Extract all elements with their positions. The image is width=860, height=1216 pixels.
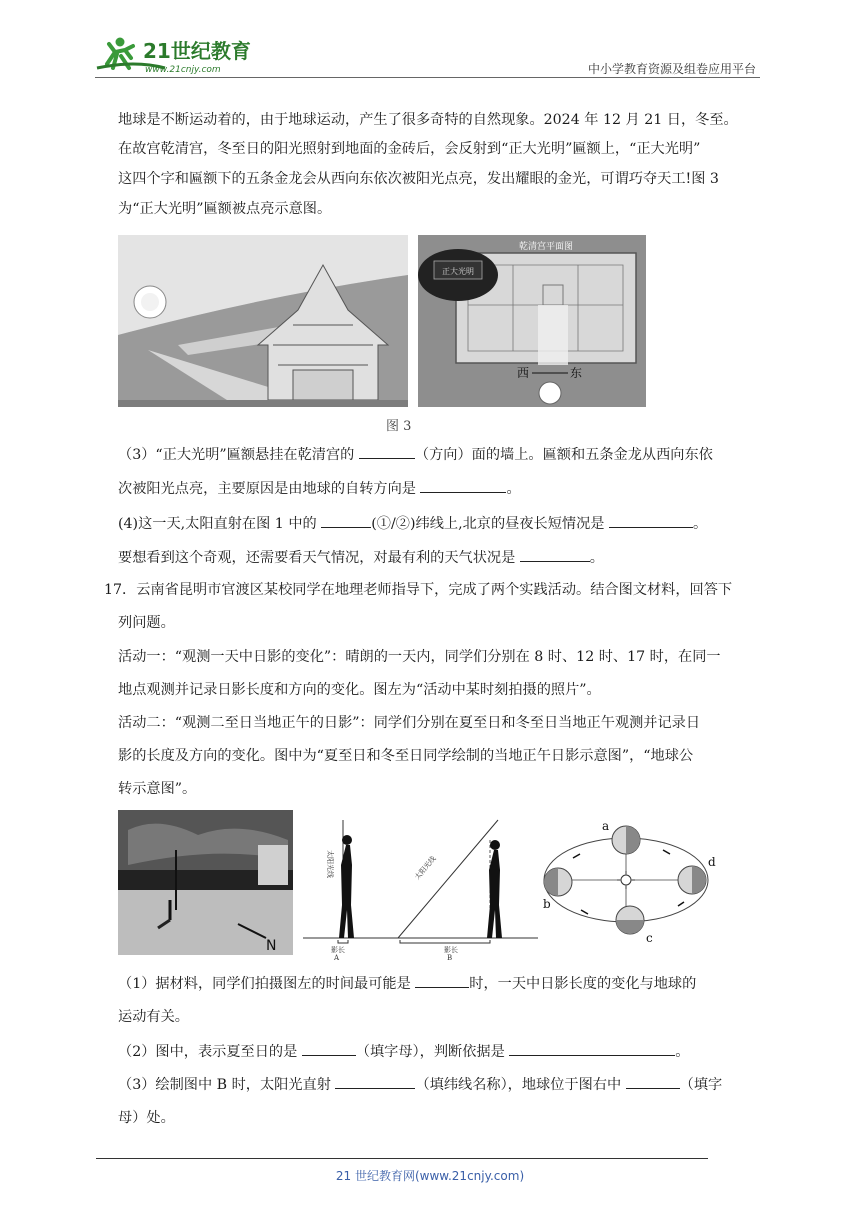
q17-1-text-a: （1）据材料，同学们拍摄图左的时间最可能是 bbox=[118, 976, 411, 992]
activity-2-line-1: 活动二：“观测二至日当地正午的日影”：同学们分别在夏至日和冬至日当地正午观测并记录日 bbox=[118, 715, 701, 731]
plaque-text: 正大光明 bbox=[442, 267, 474, 276]
west-label: 西 bbox=[517, 366, 530, 380]
orbit-label-a: a bbox=[602, 819, 610, 833]
q17-2-blank-letter[interactable] bbox=[302, 1041, 356, 1056]
q4-slash: / bbox=[390, 516, 396, 532]
q4-blank-daylength[interactable] bbox=[609, 513, 693, 528]
sun-icon bbox=[617, 871, 635, 889]
orbit-label-c: c bbox=[646, 931, 653, 945]
person-a bbox=[339, 845, 354, 938]
figure-17 bbox=[118, 810, 718, 960]
plaque-image bbox=[418, 249, 498, 301]
header-divider bbox=[95, 77, 760, 78]
q17-1-text-b: 时，一天中日影长度的变化与地球的 bbox=[469, 976, 697, 992]
page-header bbox=[95, 28, 760, 80]
sun-icon bbox=[134, 286, 166, 318]
east-label: 东 bbox=[570, 366, 583, 380]
label-a: A bbox=[334, 954, 340, 960]
activity-1-line-1: 活动一：“观测一天中日影的变化”：晴朗的一天内，同学们分别在 8 时、12 时、17 时，在同一 bbox=[118, 649, 721, 665]
q17-3-line-1 bbox=[118, 1074, 763, 1095]
q17-3-text-b: （填纬线名称），地球位于图右中 bbox=[415, 1077, 622, 1093]
q17-1-blank-time[interactable] bbox=[415, 973, 469, 988]
q3-blank-direction[interactable] bbox=[359, 444, 415, 459]
q3-line-1 bbox=[118, 444, 763, 465]
q4-text-e: 要想看到这个奇观，还需要看天气情况，对最有利的天气状况是 bbox=[118, 550, 516, 566]
q4-text-f: 。 bbox=[589, 550, 604, 566]
earth-a bbox=[612, 826, 640, 854]
q17-1-line-1 bbox=[118, 973, 763, 994]
activity-2-line-2: 影的长度及方向的变化。图中为“夏至日和冬至日同学绘制的当地正午日影示意图”，“地球公 bbox=[118, 748, 694, 764]
q17-stem-line-1: 17．云南省昆明市官渡区某校同学在地理老师指导下，完成了两个实践活动。结合图文材料，回答下 bbox=[104, 582, 733, 598]
q17-3-text-a: （3）绘制图中 B 时，太阳光直射 bbox=[118, 1077, 331, 1093]
q4-option-2: ② bbox=[395, 516, 410, 532]
figure-3-caption: 图 3 bbox=[386, 419, 412, 434]
q4-text-d: 。 bbox=[692, 516, 708, 532]
plan-title: 乾清宫平面图 bbox=[518, 242, 574, 252]
passage-line-2: 在故宫乾清宫，冬至日的阳光照射到地面的金砖后，会反射到“正大光明”匾额上，“正大光明” bbox=[118, 141, 701, 157]
q17-stem-line-2: 列问题。 bbox=[118, 615, 175, 631]
north-label: N bbox=[266, 938, 277, 954]
activity-2-line-3: 转示意图”。 bbox=[118, 781, 197, 797]
q4-text-a: (4)这一天,太阳直射在图 1 中的 bbox=[118, 516, 317, 532]
q17-2-blank-reason[interactable] bbox=[509, 1041, 675, 1056]
q3-line-2 bbox=[118, 478, 763, 499]
q4-blank-latitude[interactable] bbox=[321, 513, 371, 528]
footer-divider bbox=[96, 1158, 708, 1159]
sunlight-label-b: 太阳光线 bbox=[413, 854, 438, 882]
q4-blank-weather[interactable] bbox=[520, 547, 590, 562]
q4-text-c: )纬线上,北京的昼夜长短情况是 bbox=[409, 516, 605, 532]
q3-blank-rotation[interactable] bbox=[420, 478, 506, 493]
q17-3-blank-position[interactable] bbox=[626, 1074, 680, 1089]
sunlight-line-b bbox=[398, 820, 498, 938]
passage-line-1: 地球是不断运动着的，由于地球运动，产生了很多奇特的自然现象。2024 年 12 月 21 日，冬至。 bbox=[118, 112, 738, 128]
earth-c bbox=[616, 906, 644, 934]
person-b bbox=[487, 850, 502, 938]
q4-option-1: ① bbox=[376, 516, 391, 532]
q17-3-line-2: 母）处。 bbox=[118, 1110, 175, 1126]
q4-line-2 bbox=[118, 547, 763, 568]
q17-1-line-2: 运动有关。 bbox=[118, 1009, 189, 1025]
q17-3-text-c: （填字 bbox=[679, 1077, 723, 1093]
orbit-label-d: d bbox=[708, 855, 716, 869]
passage-line-4: 为“正大光明”匾额被点亮示意图。 bbox=[118, 201, 332, 217]
q17-2-line bbox=[118, 1041, 763, 1062]
q3-text-a: （3）“正大光明”匾额悬挂在乾清宫的 bbox=[118, 447, 355, 463]
logo bbox=[95, 34, 265, 76]
shadow-photo bbox=[118, 810, 293, 955]
q17-3-blank-latitude[interactable] bbox=[335, 1074, 415, 1089]
palace-plan-image bbox=[418, 235, 646, 407]
orbit-label-b: b bbox=[543, 897, 551, 911]
sunlight-label-a: 太阳光线 bbox=[326, 850, 334, 878]
q4-text-b: ( bbox=[371, 516, 377, 532]
shadow-label-b: 影长 bbox=[444, 946, 458, 954]
passage-line-3: 这四个字和匾额下的五条金龙会从西向东依次被阳光点亮，发出耀眼的金光，可谓巧夺天工!图 3 bbox=[118, 171, 719, 187]
q3-text-d: 。 bbox=[506, 481, 521, 497]
q3-text-c: 次被阳光点亮，主要原因是由地球的自转方向是 bbox=[118, 481, 416, 497]
logo-text: 21世纪教育 bbox=[143, 39, 251, 63]
sun-icon bbox=[539, 382, 561, 404]
footer-text: 21 世纪教育网(www.21cnjy.com) bbox=[335, 1169, 525, 1183]
label-b: B bbox=[447, 954, 453, 960]
earth-d bbox=[678, 866, 706, 894]
logo-url: www.21cnjy.com bbox=[145, 65, 221, 75]
figure-3 bbox=[118, 235, 648, 410]
earth-b bbox=[544, 868, 572, 896]
noon-shadow-diagram bbox=[303, 820, 538, 960]
q17-2-text-b: （填字母），判断依据是 bbox=[355, 1044, 505, 1060]
revolution-diagram bbox=[543, 819, 716, 945]
q3-text-b: （方向）面的墙上。匾额和五条金龙从西向东依 bbox=[414, 447, 713, 463]
q17-2-text-a: （2）图中，表示夏至日的是 bbox=[118, 1044, 298, 1060]
q17-2-text-c: 。 bbox=[675, 1044, 690, 1060]
palace-section-image bbox=[118, 235, 408, 407]
shadow-label-a: 影长 bbox=[331, 946, 345, 954]
q4-line-1 bbox=[118, 513, 763, 534]
platform-title: 中小学教育资源及组卷应用平台 bbox=[587, 62, 756, 76]
activity-1-line-2: 地点观测并记录日影长度和方向的变化。图左为“活动中某时刻拍摄的照片”。 bbox=[118, 682, 601, 698]
